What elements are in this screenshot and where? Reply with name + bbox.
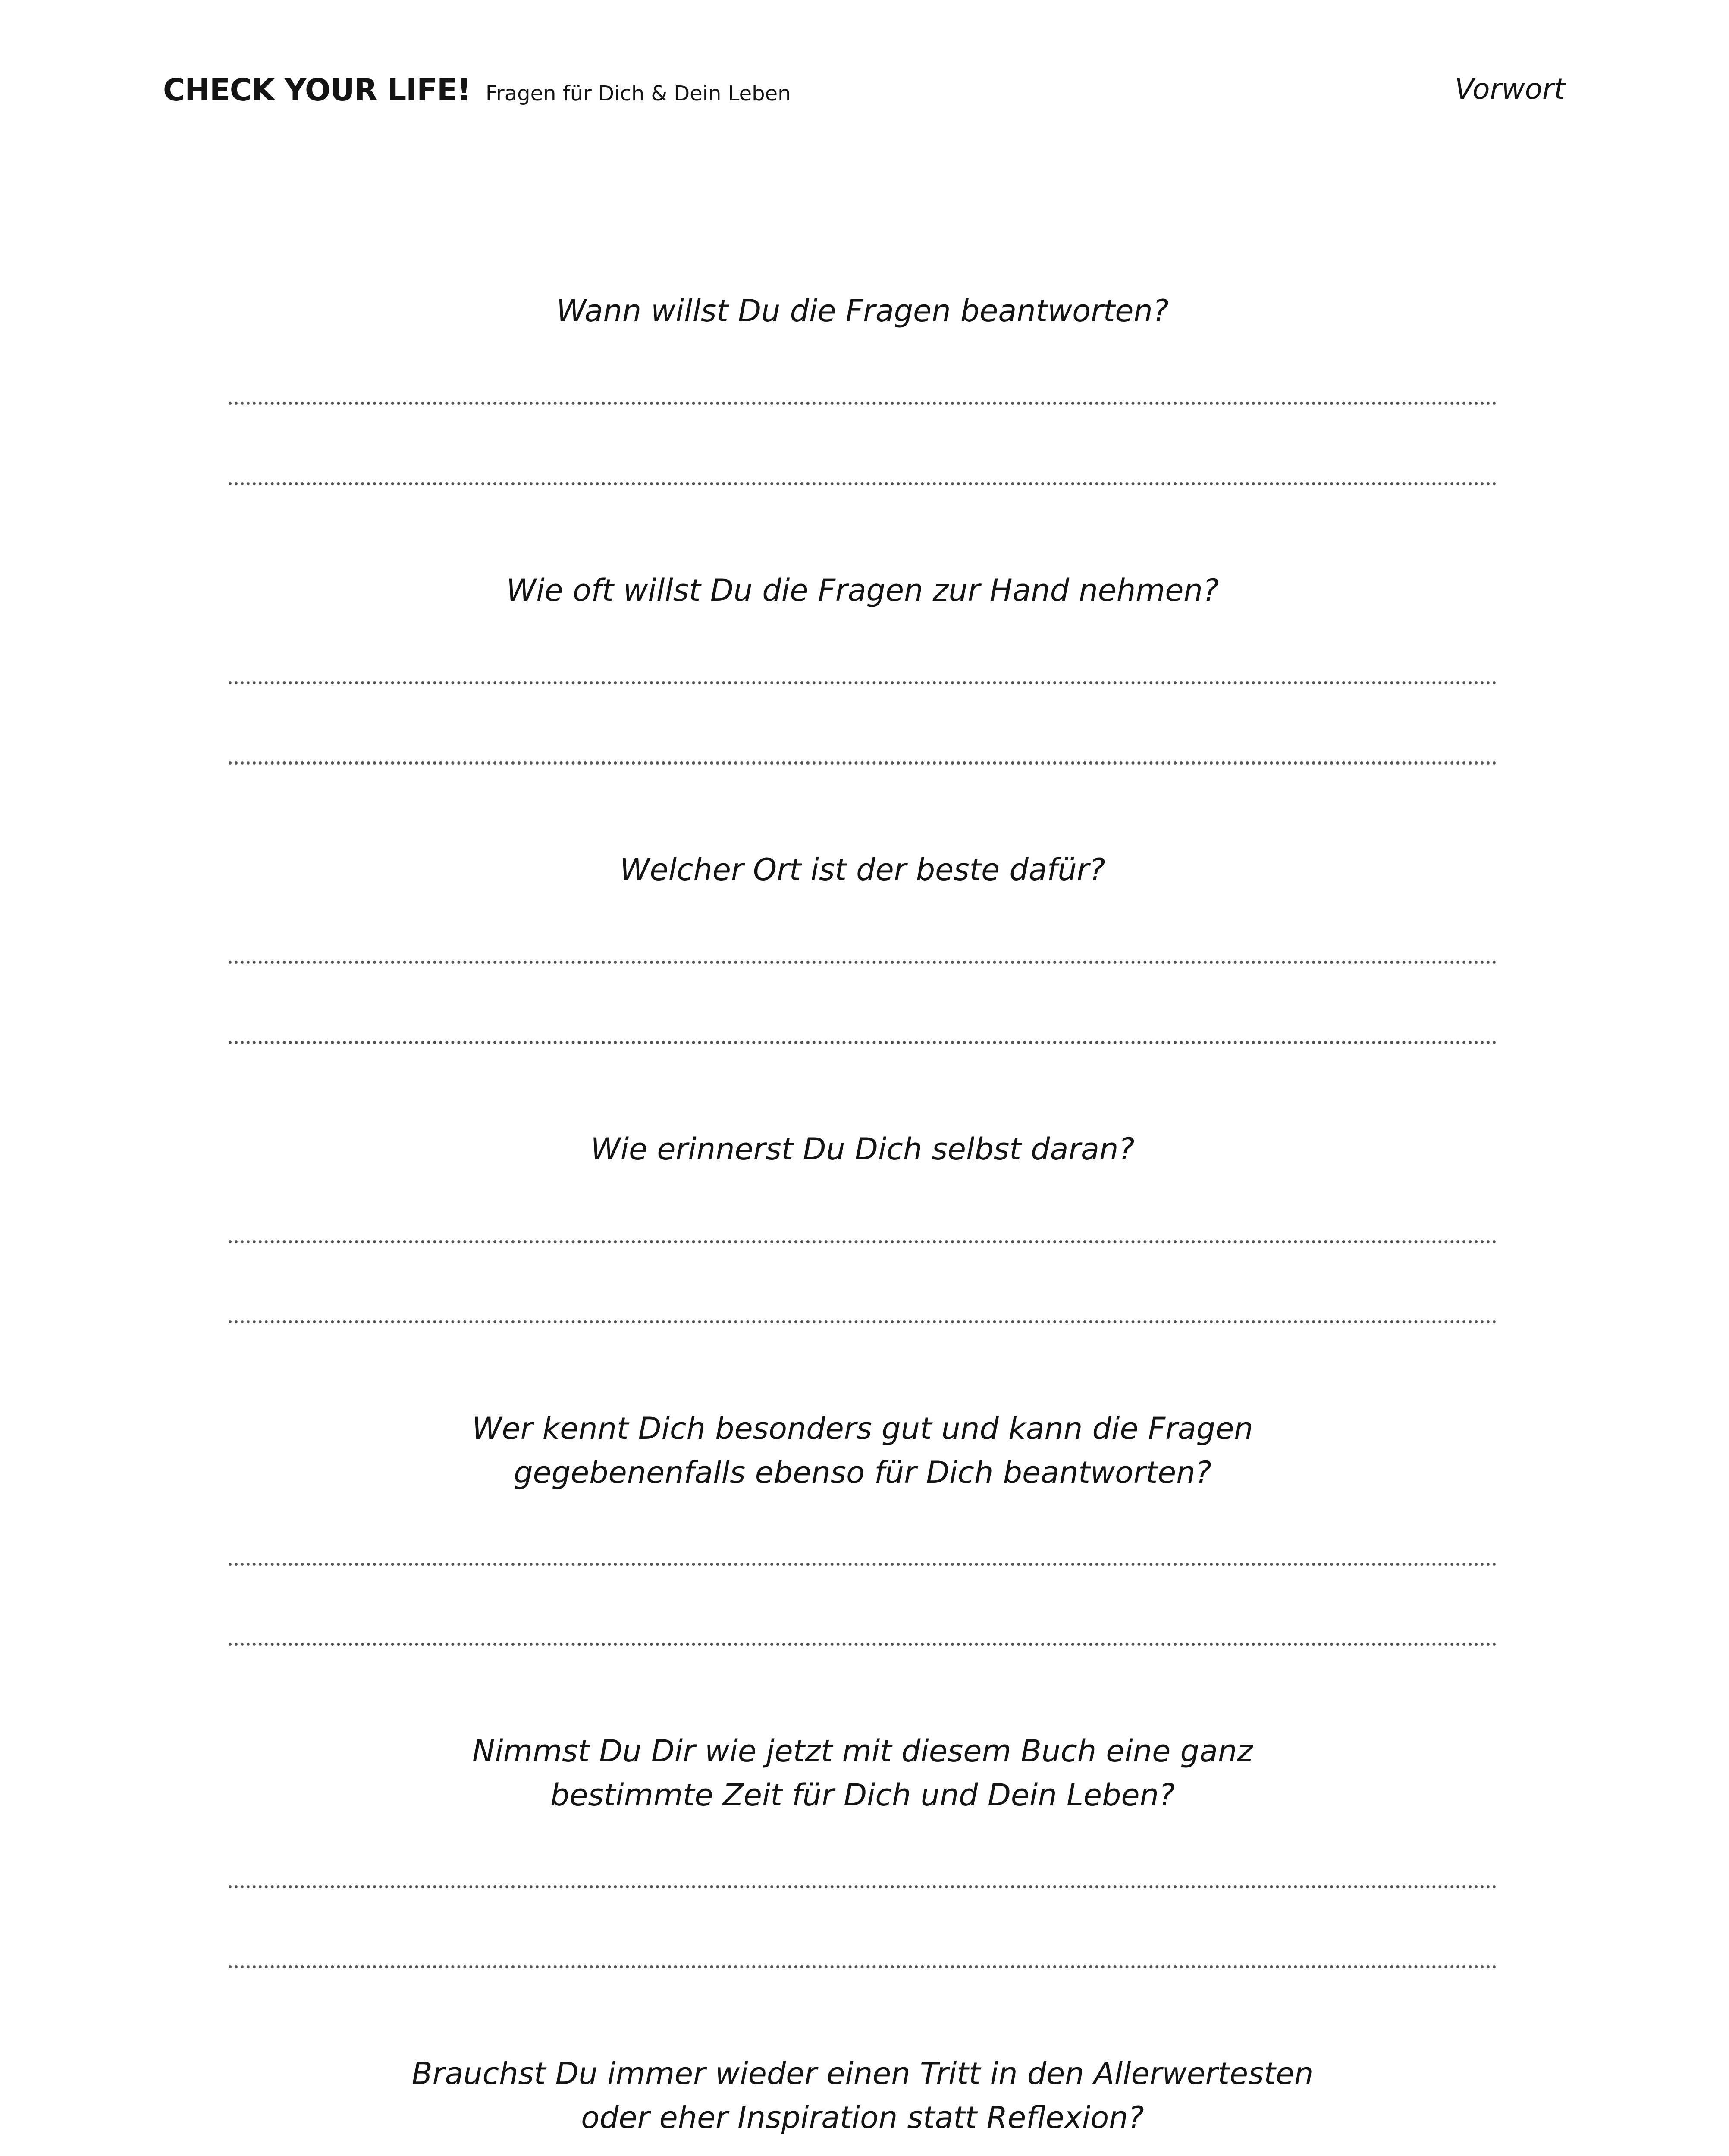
question-line: bestimmte Zeit für Dich und Dein Leben? xyxy=(550,1777,1175,1813)
question-line: Nimmst Du Dir wie jetzt mit diesem Buch eine ganz xyxy=(472,1733,1253,1769)
running-header xyxy=(163,72,791,108)
answer-line[interactable] xyxy=(229,1965,1497,1968)
book-subtitle: Fragen für Dich & Dein Leben xyxy=(485,81,791,106)
question-line: Wer kennt Dich besonders gut und kann die Fragen xyxy=(472,1411,1253,1446)
question-line: Welcher Ort ist der beste dafür? xyxy=(620,852,1105,887)
answer-line[interactable] xyxy=(229,1041,1497,1044)
question-text xyxy=(229,2052,1497,2140)
question-text xyxy=(229,848,1497,892)
answer-line[interactable] xyxy=(229,1885,1497,1888)
book-title: CHECK YOUR LIFE! xyxy=(163,72,471,108)
question-text xyxy=(229,1729,1497,1817)
question-line: Brauchst Du immer wieder einen Tritt in den Allerwertesten xyxy=(411,2056,1314,2091)
question-line: Wie erinnerst Du Dich selbst daran? xyxy=(590,1131,1135,1167)
question-text xyxy=(229,568,1497,612)
question-line: gegebenenfalls ebenso für Dich beantworten? xyxy=(514,1455,1211,1490)
question-block xyxy=(229,1407,1497,1495)
answer-line[interactable] xyxy=(229,1643,1497,1646)
answer-line[interactable] xyxy=(229,761,1497,765)
answer-line[interactable] xyxy=(229,681,1497,684)
question-line: oder eher Inspiration statt Reflexion? xyxy=(581,2100,1144,2135)
answer-line[interactable] xyxy=(229,402,1497,405)
answer-line[interactable] xyxy=(229,1320,1497,1323)
question-line: Wie oft willst Du die Fragen zur Hand nehmen? xyxy=(506,573,1219,608)
section-label: Vorwort xyxy=(1454,72,1565,106)
question-text xyxy=(229,289,1497,333)
question-block xyxy=(229,1729,1497,1817)
question-text xyxy=(229,1127,1497,1171)
question-text xyxy=(229,1407,1497,1495)
answer-line[interactable] xyxy=(229,1563,1497,1566)
answer-line[interactable] xyxy=(229,1240,1497,1243)
answer-line[interactable] xyxy=(229,961,1497,964)
question-block xyxy=(229,568,1497,612)
question-block xyxy=(229,289,1497,333)
answer-line[interactable] xyxy=(229,482,1497,485)
question-block xyxy=(229,848,1497,892)
question-block xyxy=(229,1127,1497,1171)
question-block xyxy=(229,2052,1497,2140)
question-line: Wann willst Du die Fragen beantworten? xyxy=(556,293,1169,329)
